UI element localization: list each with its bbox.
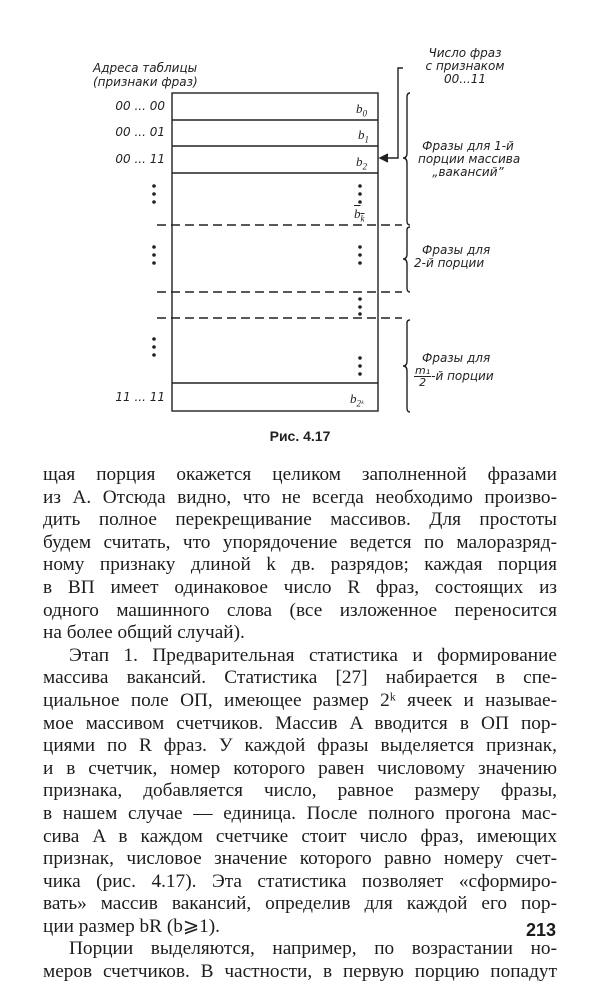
address-row-0: 00 ... 00: [115, 99, 165, 113]
fraction-m1-over-2: $\frac{\text{m₁}}{2}$: [415, 364, 431, 389]
address-row-2: 00 ... 11: [115, 152, 165, 166]
text-line: в нашем случае — единица. После полного прогона мас-: [43, 802, 557, 824]
text-line: циальное поле ОП, имеющее размер 2ᵏ ячеек и называе-: [43, 689, 557, 711]
text-line: массива вакансий. Статистика [27] набирается в спе-: [43, 667, 557, 689]
paragraph-portions-start: Порции выделяются, например, по возрастании но-: [69, 938, 557, 960]
figure-4-17: [0, 0, 600, 460]
portion-2-label: Фразы для 2-й порции: [414, 243, 491, 270]
text-line: признака, добавляется число, равное размеру фразы,: [43, 780, 557, 802]
text-line: меров счетчиков. В частности, в первую порцию попадут: [43, 961, 557, 983]
portion-last-label: Фразы для $\frac{\text{m₁}}{2}$ -й порции: [415, 351, 494, 389]
cell-label-b0: $b_0$: [356, 101, 367, 119]
count-label: Число фраз с признаком 00...11: [425, 46, 505, 86]
text-line: одного машинного слова (все изложенное переносится: [43, 599, 557, 621]
address-row-last: 11 ... 11: [115, 390, 165, 404]
text-line: циями по R фраз. У каждой фразы выделяется признак,: [43, 735, 557, 757]
table-diagram: [0, 0, 600, 460]
text-line: ному признаку длиной k дв. разрядов; каждая порция: [43, 554, 557, 576]
left-header-line2: (признаки фраз): [93, 75, 198, 89]
text-line: мое массивом счетчиков. Массив A вводится в ОП пор-: [43, 712, 557, 734]
text-line: сива A в каждом счетчике стоит число фраз, имеющих: [43, 825, 557, 847]
text-line: будем считать, что упорядочение ведется по малоразряд-: [43, 531, 557, 553]
text-line: щая порция окажется целиком заполненной фразами: [43, 464, 557, 485]
text-line: из A. Отсюда видно, что не всегда необходимо произво-: [43, 486, 557, 508]
figure-caption: Рис. 4.17: [269, 428, 331, 444]
address-row-1: 00 ... 01: [115, 125, 165, 139]
text-line: признак, числовое значение которого равно номеру счет-: [43, 848, 557, 870]
text-line: в ВП имеет одинаковое число R фраз, состоящих из: [43, 576, 557, 598]
cell-label-bk: $b_k$: [354, 206, 365, 224]
cell-label-b1: $b_1$: [358, 127, 369, 145]
text-line: вать» массив вакансий, определив для каждой его пор-: [43, 893, 557, 915]
text-line: ции размер bR (b⩾1).: [43, 915, 220, 937]
text-line: на более общий случай).: [43, 622, 245, 644]
cell-label-b2k: $b_{2ᵏ}$: [350, 391, 364, 409]
paragraph-stage-1-start: Этап 1. Предварительная статистика и формирование: [69, 644, 557, 666]
page-number: 213: [525, 920, 556, 940]
text-line: и в счетчик, номер которого равен числовому значению: [43, 757, 557, 779]
portion-1-label: Фразы для 1-й порции массива „вакансий”: [418, 139, 521, 179]
body-text: [43, 464, 557, 984]
text-line: дить полное перекрещивание массивов. Для простоты: [43, 509, 557, 531]
left-header-line1: Адреса таблицы: [93, 61, 198, 75]
text-line: чика (рис. 4.17). Эта статистика позволяет «сформиро-: [43, 870, 557, 892]
cell-label-b2: $b_2$: [356, 154, 367, 172]
